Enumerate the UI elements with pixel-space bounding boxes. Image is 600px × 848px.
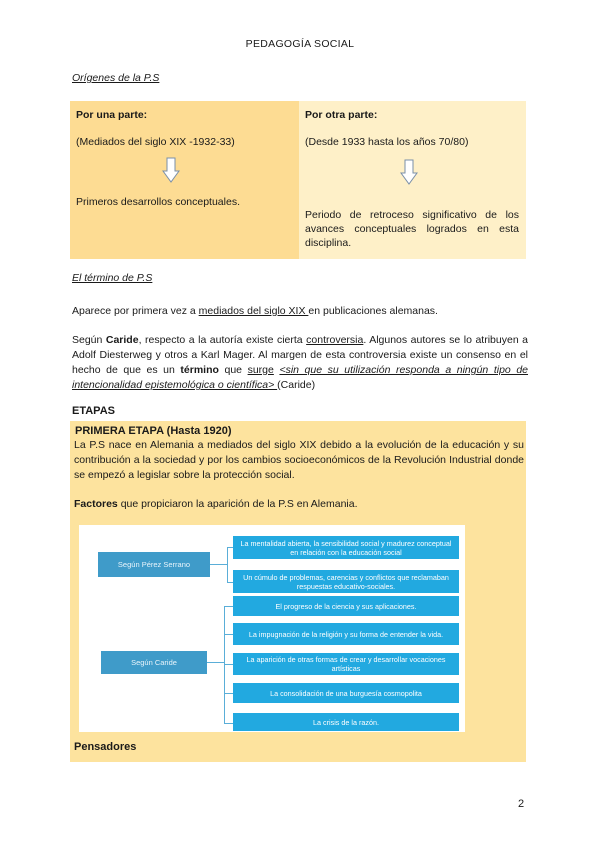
termino-bold: término — [180, 364, 219, 376]
caride-item-3: La aparición de otras formas de crear y desarrollar vocaciones artísticas — [233, 653, 459, 675]
right-period: (Desde 1933 hasta los años 70/80) — [305, 136, 469, 148]
factors-diagram — [79, 525, 465, 732]
text-run-underlined: mediados del siglo XIX — [198, 305, 309, 317]
text-run: (Caride) — [277, 379, 316, 391]
down-arrow-icon — [162, 157, 180, 183]
perez-item-2: Un cúmulo de problemas, carencias y conflictos que reclamaban respuestas educativo-sociales. — [233, 570, 459, 593]
connector-line — [210, 564, 227, 565]
right-title: Por otra parte: — [305, 109, 378, 121]
caride-node: Según Caride — [101, 651, 207, 674]
surge-underlined: surge — [247, 364, 274, 376]
term-paragraph-1 — [72, 304, 528, 319]
left-result: Primeros desarrollos conceptuales. — [76, 196, 240, 208]
text-run: Aparece por primera vez a — [72, 305, 199, 317]
down-arrow-icon — [400, 159, 418, 185]
factores-bold: Factores — [74, 498, 118, 510]
page-number: 2 — [518, 798, 525, 810]
factores-line — [74, 497, 524, 512]
page-header: PEDAGOGÍA SOCIAL — [245, 38, 355, 50]
perez-serrano-node: Según Pérez Serrano — [98, 552, 210, 577]
first-stage-title: PRIMERA ETAPA (Hasta 1920) — [75, 425, 232, 437]
etapas-heading: ETAPAS — [72, 405, 115, 417]
text-run: Según — [72, 334, 106, 346]
controversia-underlined: controversia — [306, 334, 364, 346]
origins-left-cell — [70, 101, 299, 259]
text-run: en publicaciones alemanas. — [308, 305, 438, 317]
first-stage-text: La P.S nace en Alemania a mediados del siglo XIX debido a la evolución de la educación y su contribución a la sociedad y por los cambios socioeconómicos de la Revolución Industrial donde se empezó a legislar sobre la protección social. — [74, 439, 524, 481]
caride-quote: <sin que su utilización responda a ningún tipo de intencionalidad epistemológica o científica> — [72, 364, 529, 391]
right-result: Periodo de retroceso significativo de los avances conceptuales logrados en esta disciplina. — [305, 209, 519, 249]
left-period: (Mediados del siglo XIX -1932-33) — [76, 136, 235, 148]
connector-line — [227, 547, 228, 582]
connector-line — [224, 664, 233, 665]
caride-item-4: La consolidación de una burguesía cosmopolita — [233, 683, 459, 703]
text-run: , respecto a la autoría existe cierta — [138, 334, 307, 346]
caride-bold: Caride — [105, 334, 139, 346]
connector-line — [207, 662, 224, 663]
text-run: que — [218, 364, 248, 376]
connector-line — [224, 634, 233, 635]
origins-table — [70, 101, 526, 259]
connector-line — [224, 723, 233, 724]
perez-item-1: La mentalidad abierta, la sensibilidad social y madurez conceptual en relación con la educación social — [233, 536, 459, 559]
connector-line — [224, 693, 233, 694]
origins-heading: Orígenes de la P.S — [72, 72, 160, 84]
pensadores-heading: Pensadores — [74, 741, 137, 753]
left-title: Por una parte: — [76, 109, 148, 121]
origins-right-cell — [299, 101, 526, 259]
term-paragraph-2 — [72, 333, 528, 393]
caride-item-1: El progreso de la ciencia y sus aplicaciones. — [233, 596, 459, 616]
text-run: que propiciaron la aparición de la P.S en Alemania. — [117, 498, 358, 510]
term-heading: El término de P.S — [72, 272, 153, 284]
text-run: . Algunos autores se lo atribuyen a Adolf Diesterweg y otros a Karl Mager. Al margen de esta controversia existe un consenso en el hecho de que es un — [72, 334, 529, 376]
caride-item-5: La crisis de la razón. — [233, 713, 459, 731]
caride-item-2: La impugnación de la religión y su forma de entender la vida. — [233, 623, 459, 645]
connector-line — [224, 606, 233, 607]
